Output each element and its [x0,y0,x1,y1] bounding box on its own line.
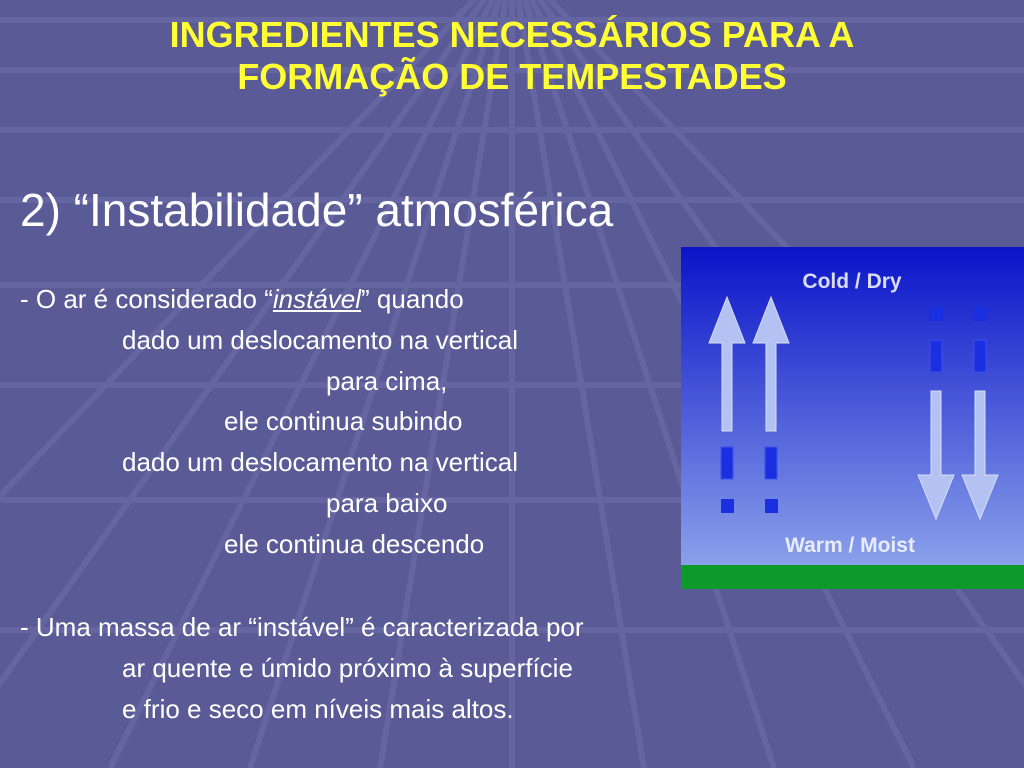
dash-block [765,447,777,479]
dash-square [721,499,734,513]
para1-line4: ele continua subindo [224,406,463,436]
warm-moist-label: Warm / Moist [785,534,915,557]
dash-block [930,340,942,372]
para1-line1 [20,284,464,314]
title-line-1: INGREDIENTES NECESSÁRIOS PARA A [169,14,855,55]
title-line-2: FORMAÇÃO DE TEMPESTADES [237,56,787,97]
para1-line6: para baixo [326,488,448,518]
para2-line2: ar quente e úmido próximo à superfície [122,653,573,683]
para1-line1-pre: - O ar é considerado “ [20,284,273,314]
slide-subtitle: 2) “Instabilidade” atmosférica [20,184,614,236]
dash-square [765,499,778,513]
para2-line3: e frio e seco em níveis mais altos. [122,694,514,724]
slide-title [0,14,1024,98]
para2-line1: - Uma massa de ar “instável” é caracterizada por [20,612,584,642]
cold-dry-label: Cold / Dry [802,270,902,293]
para1-line5: dado um deslocamento na vertical [122,447,519,477]
para1-line2: dado um deslocamento na vertical [122,325,519,355]
dash-block [974,340,986,372]
dash-block [721,447,733,479]
instability-diagram [681,247,1024,589]
dash-square [929,307,943,321]
dash-square [973,307,987,321]
para1-line1-emphasis: instável [272,284,362,314]
para1-line7: ele continua descendo [224,529,485,559]
para1-line3: para cima, [326,366,448,396]
ground-strip [681,565,1024,589]
para1-line1-post: ” quando [361,284,464,314]
